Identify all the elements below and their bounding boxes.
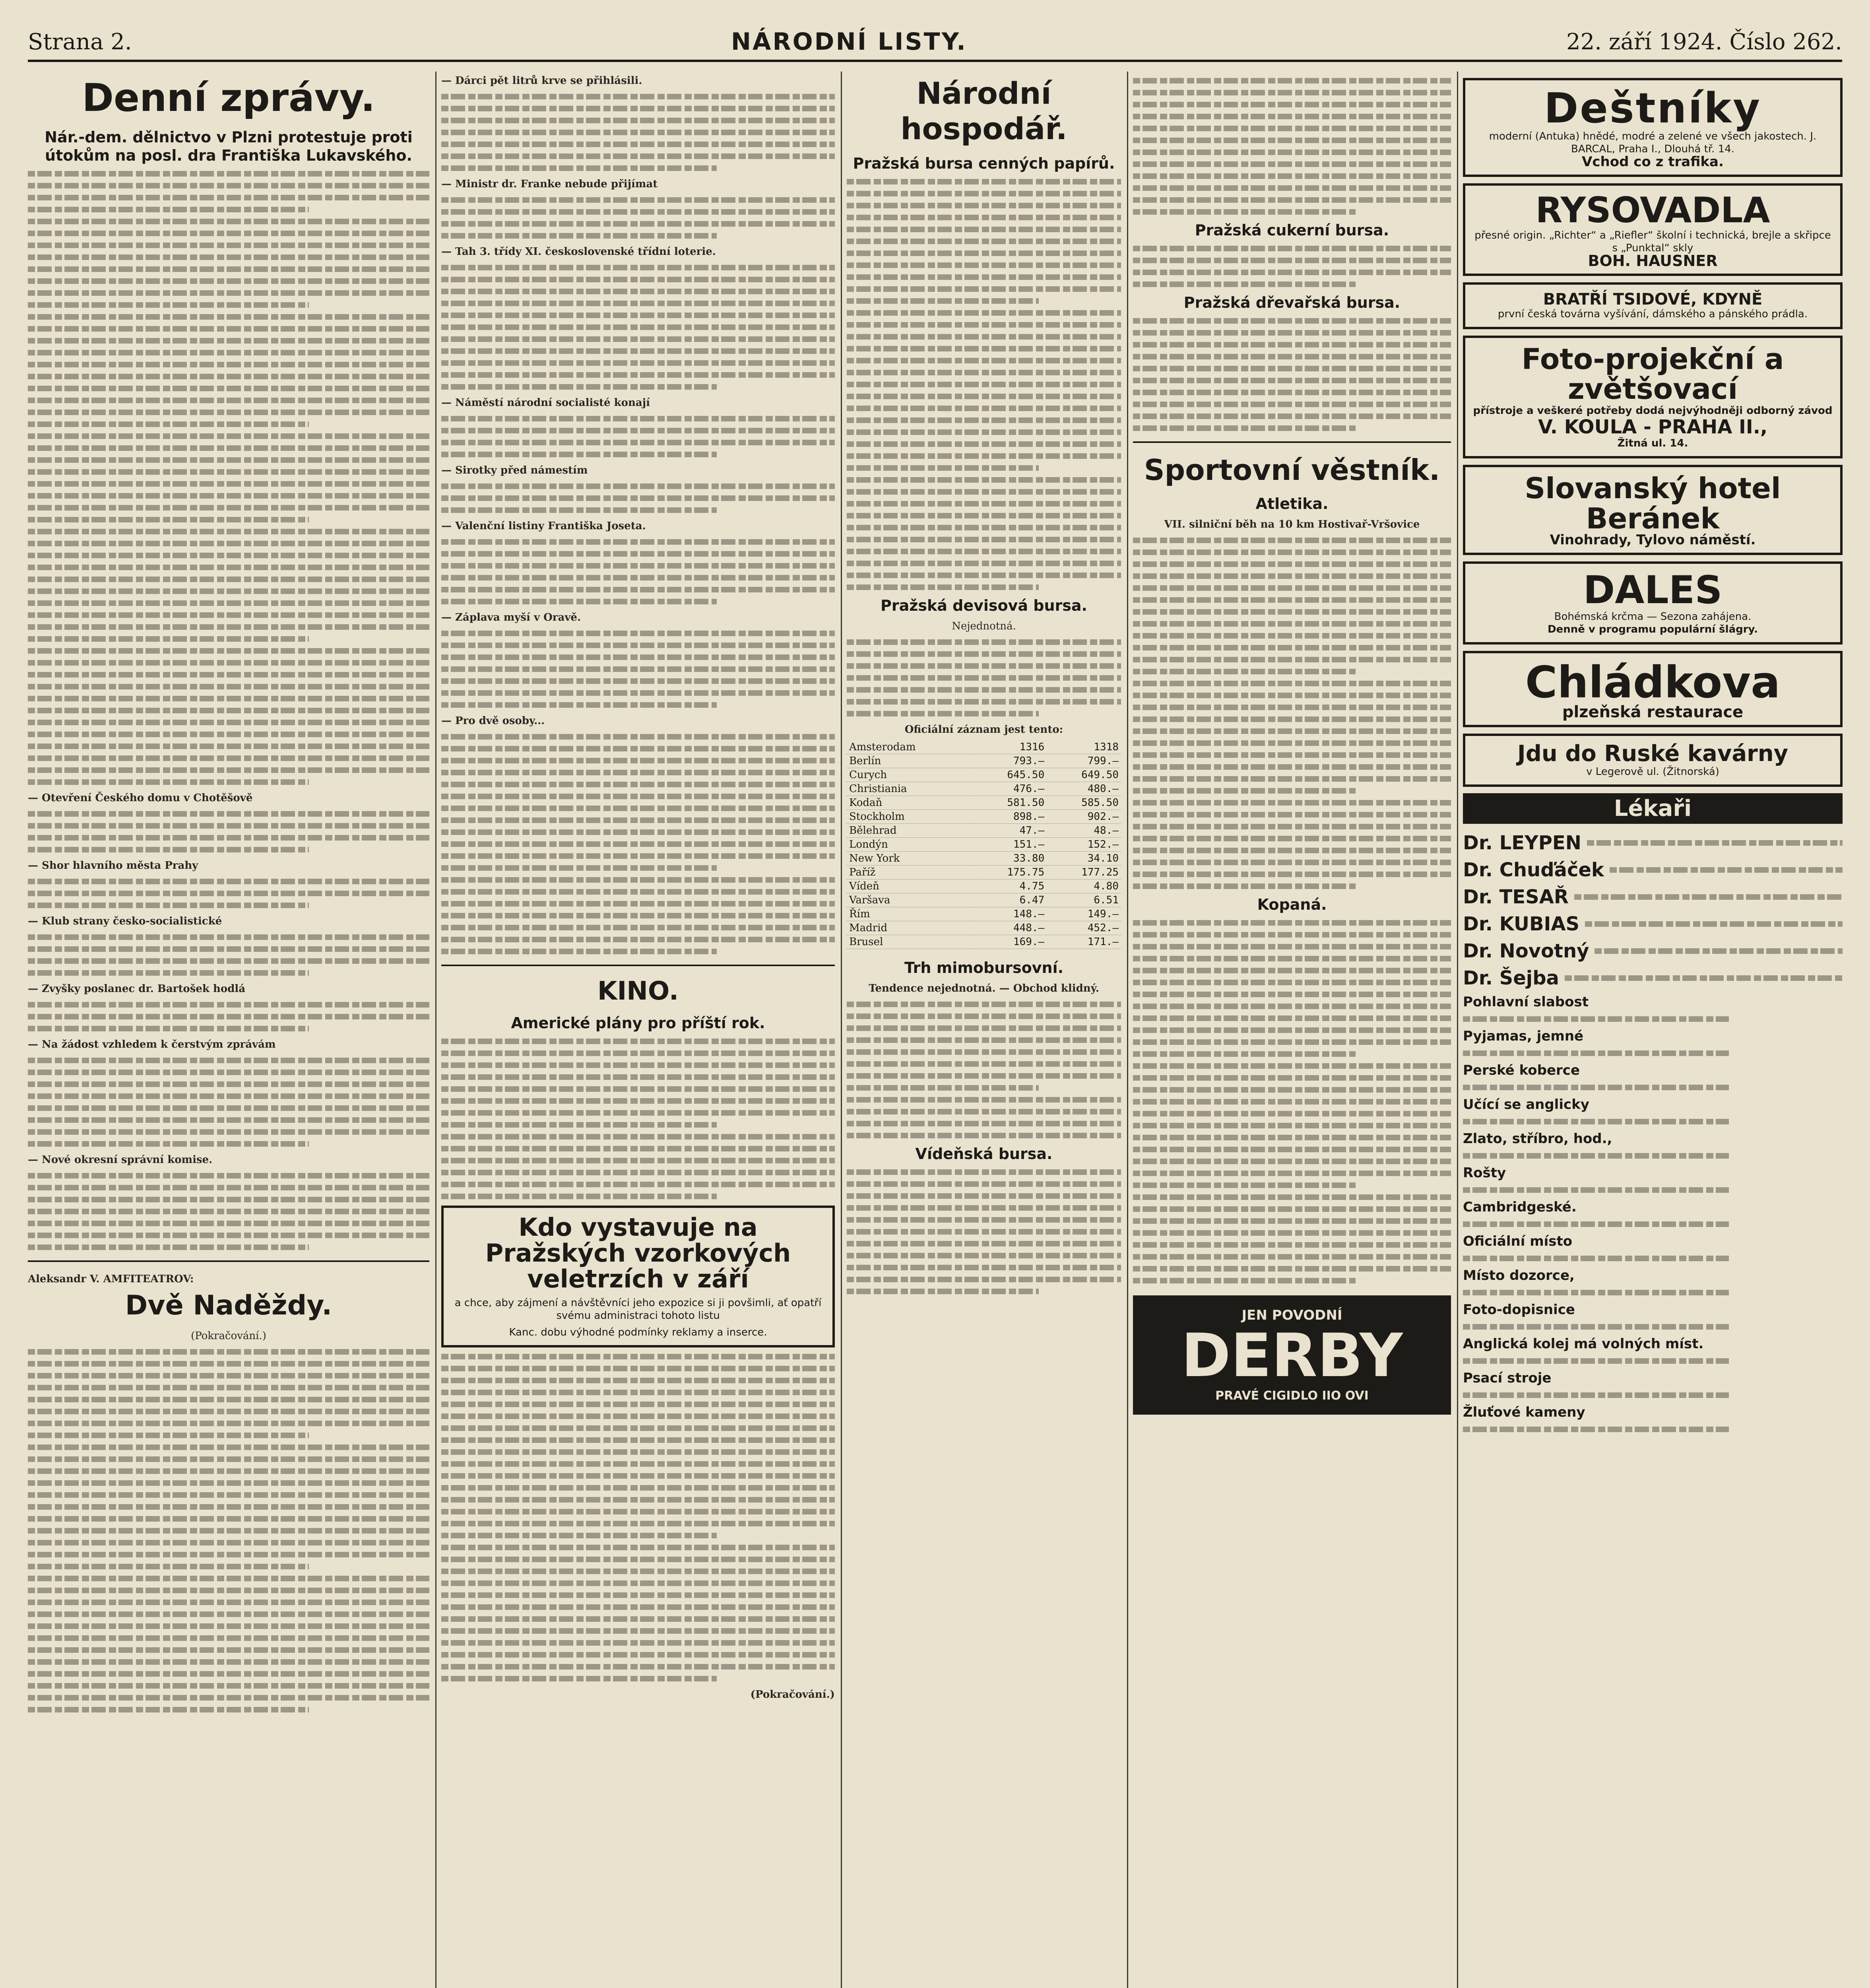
rate-row	[847, 768, 1121, 782]
small-ad	[1463, 1268, 1843, 1295]
rate-name: Christiania	[847, 782, 972, 796]
novel-author: Aleksandr V. AMFITEATROV:	[28, 1273, 194, 1285]
rate-buy: 151.—	[972, 838, 1047, 852]
advert-text: moderní (Antuka) hnědé, modré a zelené ve všech jakostech. J. BARCAL, Praha I., Dlouhá tř. 14.	[1489, 130, 1817, 155]
rate-row	[847, 852, 1121, 866]
videnska-headline: Vídeňská bursa.	[915, 1145, 1053, 1163]
news-item: — Ministr dr. Franke nebude přijímat	[441, 178, 658, 190]
rate-name: Brusel	[847, 935, 972, 949]
rate-name: Berlín	[847, 754, 972, 768]
news-item: — Záplava myší v Oravě.	[441, 612, 581, 623]
rate-sell: 6.51	[1047, 893, 1121, 907]
small-ad	[1463, 1199, 1843, 1227]
masthead: NÁRODNÍ LISTY.	[731, 28, 967, 56]
advert-title: Deštníky	[1544, 84, 1762, 132]
small-ad	[1463, 994, 1843, 1022]
rate-buy: 6.47	[972, 893, 1047, 907]
doctor-name: Dr. LEYPEN	[1463, 832, 1581, 854]
small-ad-title: Pyjamas, jemné	[1463, 1028, 1584, 1044]
rate-row	[847, 824, 1121, 838]
doctors-list	[1463, 832, 1843, 989]
rate-buy: 793.—	[972, 754, 1047, 768]
small-ads-list	[1463, 994, 1843, 1432]
doctor-name: Dr. Šejba	[1463, 967, 1559, 990]
atletika-subtitle: VII. silniční běh na 10 km Hostivař-Vršovice	[1164, 518, 1420, 530]
advert-title: Slovanský hotel Beránek	[1525, 472, 1781, 535]
advert-text: přesné origin. „Richter“ a „Riefler“ školní i technická, brejle a skřipce s „Punktal“ skly	[1474, 229, 1831, 254]
small-ad	[1463, 1336, 1843, 1364]
column-1	[28, 72, 429, 1988]
doctor-name: Dr. Novotný	[1463, 940, 1589, 963]
advert-title: Jdu do Ruské kavárny	[1517, 740, 1789, 767]
news-item: — Sirotky před námestím	[441, 464, 588, 476]
doctor-name: Dr. Chuďáček	[1463, 859, 1604, 881]
small-ad-title: Psací stroje	[1463, 1370, 1552, 1386]
issue-date: 22. září 1924. Číslo 262.	[1566, 29, 1842, 55]
section-title-sportovni-vestnik: Sportovní věstník.	[1144, 453, 1440, 487]
advert-title: Kdo vystavuje na Pražských vzorkových veletrzích v září	[485, 1213, 791, 1294]
news-item: — Na žádost vzhledem k čerstvým zprávám	[28, 1039, 276, 1050]
doctor-entry	[1463, 967, 1843, 989]
rate-buy: 4.75	[972, 879, 1047, 893]
rate-sell: 177.25	[1047, 866, 1121, 879]
rate-name: Madrid	[847, 921, 972, 935]
rate-name: Řím	[847, 907, 972, 921]
rate-buy: 645.50	[972, 768, 1047, 782]
small-ad	[1463, 1233, 1843, 1261]
advert-text: Vinohrady, Tylovo náměstí.	[1550, 532, 1756, 548]
news-item: — Pro dvě osoby...	[441, 715, 545, 727]
rate-name: Kodaň	[847, 796, 972, 810]
rate-row	[847, 879, 1121, 893]
exchange-rates-table	[847, 740, 1121, 949]
doctor-entry	[1463, 886, 1843, 908]
section-title-denni-zpravy: Denní zprávy.	[82, 76, 375, 120]
doctor-entry	[1463, 832, 1843, 854]
small-ad	[1463, 1370, 1843, 1398]
advert-hotel-beranek	[1463, 465, 1843, 555]
doctor-entry	[1463, 859, 1843, 881]
news-item: — Zvyšky poslanec dr. Bartošek hodlá	[28, 983, 246, 995]
small-ad-title: Pohlavní slabost	[1463, 994, 1589, 1010]
rate-sell: 585.50	[1047, 796, 1121, 810]
mimobursovni-subtitle: Tendence nejednotná. — Obchod klidný.	[869, 982, 1099, 994]
drevarska-headline: Pražská dřevařská bursa.	[1183, 294, 1401, 311]
small-ad-title: Místo dozorce,	[1463, 1268, 1575, 1284]
advert-foot: Denně v programu populární šlágry.	[1547, 623, 1758, 636]
rate-buy: 448.—	[972, 921, 1047, 935]
rate-row	[847, 782, 1121, 796]
small-ad	[1463, 1302, 1843, 1330]
small-ad-title: Foto-dopisnice	[1463, 1302, 1575, 1318]
kopana-headline: Kopaná.	[1257, 896, 1327, 913]
rate-sell: 452.—	[1047, 921, 1121, 935]
rate-name: Stockholm	[847, 810, 972, 824]
novel-subtitle: (Pokračování.)	[191, 1330, 266, 1342]
rates-header: Oficiální záznam jest tento:	[904, 724, 1063, 736]
rate-row	[847, 796, 1121, 810]
doctor-entry	[1463, 913, 1843, 935]
advert-text: a chce, aby zájmení a návštěvníci jeho expozice si ji povšimli, ať opatří svému administraci tohoto listu	[454, 1297, 822, 1322]
advert-name: V. KOULA - PRAHA II.,	[1538, 415, 1768, 438]
advert-title: RYSOVADLA	[1535, 190, 1770, 231]
article-headline: Nár.-dem. dělnictvo v Plzni protestuje proti útokům na posl. dra Františka Lukavského.	[45, 128, 413, 164]
page-number: Strana 2.	[28, 29, 132, 55]
small-ad	[1463, 1131, 1843, 1159]
kino-subtitle: Americké plány pro příští rok.	[511, 1014, 765, 1032]
rate-row	[847, 935, 1121, 949]
rate-name: Londýn	[847, 838, 972, 852]
advert-chladkova	[1463, 651, 1843, 727]
rate-sell: 799.—	[1047, 754, 1121, 768]
column-3	[847, 72, 1121, 1988]
rate-name: New York	[847, 852, 972, 866]
rate-name: Paříž	[847, 866, 972, 879]
advert-name: BOH. HAUSNER	[1588, 252, 1718, 270]
advert-dales	[1463, 561, 1843, 645]
doctor-entry	[1463, 940, 1843, 962]
rate-name: Bělehrad	[847, 824, 972, 838]
rate-buy: 47.—	[972, 824, 1047, 838]
column-4	[1133, 72, 1451, 1988]
rate-row	[847, 740, 1121, 754]
rate-name: Vídeň	[847, 879, 972, 893]
news-item: — Valenční listiny Františka Joseta.	[441, 520, 646, 532]
devisova-headline: Pražská devisová bursa.	[881, 597, 1087, 614]
small-ad-title: Anglická kolej má volných míst.	[1463, 1336, 1704, 1352]
rate-buy: 476.—	[972, 782, 1047, 796]
small-ad-title: Perské koberce	[1463, 1062, 1580, 1079]
news-item: — Dárci pět litrů krve se přihlásili.	[441, 75, 642, 87]
lekari-heading: Lékaři	[1463, 793, 1843, 824]
doctor-name: Dr. KUBIAS	[1463, 913, 1580, 936]
news-item: — Tah 3. třídy XI. československé třídní loterie.	[441, 246, 716, 258]
rate-sell: 480.—	[1047, 782, 1121, 796]
advert-foto	[1463, 336, 1843, 459]
rate-row	[847, 838, 1121, 852]
small-ad-title: Cambridgeské.	[1463, 1199, 1577, 1215]
advert-ruska-kavarna	[1463, 734, 1843, 787]
bursa-headline: Pražská bursa cenných papírů.	[853, 155, 1115, 172]
advert-title: Foto-projekční a zvětšovací	[1521, 342, 1784, 406]
advert-destniky	[1463, 78, 1843, 177]
advert-veletrh	[441, 1206, 835, 1347]
rate-row	[847, 810, 1121, 824]
rate-row	[847, 866, 1121, 879]
rate-buy: 581.50	[972, 796, 1047, 810]
column-2	[441, 72, 835, 1988]
small-ad	[1463, 1404, 1843, 1432]
page-header	[28, 24, 1842, 62]
novel-title: Dvě Naděždy.	[125, 1290, 332, 1321]
small-ad-title: Žluťové kameny	[1463, 1404, 1585, 1421]
rate-sell: 48.—	[1047, 824, 1121, 838]
advert-title: Chládkova	[1525, 657, 1781, 708]
rate-row	[847, 921, 1121, 935]
rate-sell: 149.—	[1047, 907, 1121, 921]
devisova-subtitle: Nejednotná.	[952, 620, 1016, 632]
rate-row	[847, 907, 1121, 921]
column-5-ads	[1463, 72, 1843, 1988]
rate-buy: 33.80	[972, 852, 1047, 866]
continued-note: (Pokračování.)	[750, 1689, 835, 1701]
rate-name: Curych	[847, 768, 972, 782]
rate-buy: 1316	[972, 740, 1047, 754]
advert-rysovadla	[1463, 183, 1843, 276]
advert-text: Bohémská krčma — Sezona zahájena.	[1554, 611, 1752, 623]
small-ad-title: Rošty	[1463, 1165, 1506, 1181]
news-item: — Náměstí národní socialisté konají	[441, 397, 650, 409]
small-ad	[1463, 1097, 1843, 1124]
advert-title: BRATŘÍ TSIDOVÉ, KDYNĚ	[1543, 290, 1763, 309]
advert-derby	[1133, 1295, 1451, 1415]
rate-sell: 34.10	[1047, 852, 1121, 866]
small-ad-title: Zlato, stříbro, hod.,	[1463, 1131, 1612, 1147]
rate-sell: 4.80	[1047, 879, 1121, 893]
advert-foot: Vchod co z trafika.	[1582, 154, 1724, 170]
advert-text: první česká továrna vyšívání, dámského a pánského prádla.	[1498, 308, 1808, 320]
news-item: — Klub strany česko-socialistické	[28, 915, 222, 927]
derby-line: PRAVÉ CIGIDLO IIO OVI	[1215, 1389, 1369, 1403]
rate-buy: 169.—	[972, 935, 1047, 949]
rate-name: Varšava	[847, 893, 972, 907]
advert-more: Kanc. dobu výhodné podmínky reklamy a inserce.	[509, 1326, 767, 1339]
advert-text: plzeňská restaurace	[1562, 703, 1744, 721]
small-ad-title: Učící se anglicky	[1463, 1097, 1589, 1113]
rate-sell: 902.—	[1047, 810, 1121, 824]
rate-buy: 898.—	[972, 810, 1047, 824]
news-item: — Nové okresní správní komise.	[28, 1154, 213, 1166]
advert-text: v Legerově ul. (Žitnorská)	[1586, 766, 1719, 778]
small-ad	[1463, 1062, 1843, 1090]
doctor-name: Dr. TESAŘ	[1463, 886, 1569, 909]
rate-buy: 175.75	[972, 866, 1047, 879]
advert-address: Žitná ul. 14.	[1617, 437, 1688, 450]
rate-sell: 1318	[1047, 740, 1121, 754]
rate-sell: 649.50	[1047, 768, 1121, 782]
kino-title: KINO.	[597, 977, 679, 1006]
small-ad	[1463, 1028, 1843, 1056]
rate-sell: 152.—	[1047, 838, 1121, 852]
small-ad	[1463, 1165, 1843, 1193]
rate-row	[847, 754, 1121, 768]
derby-title: DERBY	[1181, 1321, 1403, 1390]
advert-bratri-tsidove	[1463, 282, 1843, 329]
rate-name: Amsterodam	[847, 740, 972, 754]
mimobursovni-headline: Trh mimobursovní.	[904, 959, 1064, 977]
section-title-narodni-hospodar: Národní hospodář.	[900, 76, 1067, 146]
advert-title: DALES	[1583, 568, 1723, 613]
derby-tagline: JEN POVODNÍ	[1241, 1307, 1342, 1323]
news-item: — Otevření Českého domu v Chotěšově	[28, 792, 253, 804]
cukerni-headline: Pražská cukerní bursa.	[1195, 221, 1389, 239]
advert-text: přístroje a veškeré potřeby dodá nejvýhodněji odborný závod	[1473, 404, 1833, 417]
small-ad-title: Oficiální místo	[1463, 1233, 1573, 1250]
rate-sell: 171.—	[1047, 935, 1121, 949]
news-item: — Shor hlavního města Prahy	[28, 860, 198, 872]
rate-row	[847, 893, 1121, 907]
rate-buy: 148.—	[972, 907, 1047, 921]
atletika-headline: Atletika.	[1255, 495, 1329, 513]
